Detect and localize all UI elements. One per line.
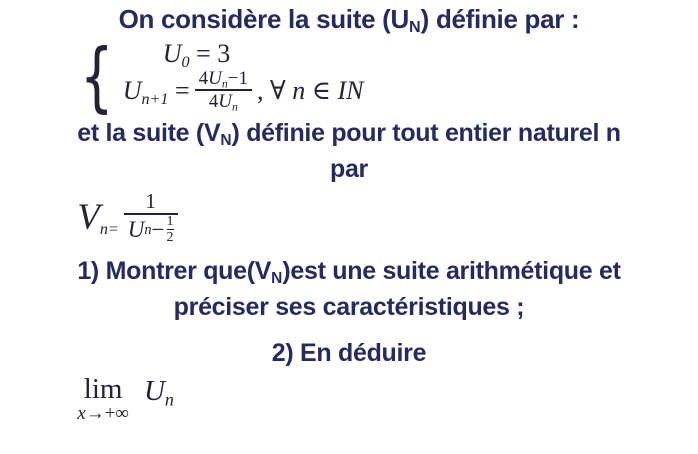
equals-sign: = (189, 39, 218, 68)
v-fraction-denominator: U n − $\frac{1}{2}$ (124, 213, 178, 245)
u-sub-n: n (231, 100, 238, 114)
fraction-numerator (195, 68, 252, 89)
element-of-symbol: ∈ (305, 75, 338, 105)
v-fraction (124, 189, 178, 245)
lim-word: lim (83, 373, 123, 405)
u-var: U (162, 39, 182, 68)
title-subscript: N (409, 18, 421, 37)
coefficient: 4 (208, 91, 219, 112)
one-half-fraction (167, 215, 174, 245)
v-lhs (77, 196, 119, 238)
comma: , (256, 75, 270, 105)
left-brace: { (80, 31, 114, 121)
v-fraction-numerator: 1 (145, 189, 156, 213)
v-subscript-equals: n= (99, 220, 119, 238)
forall-symbol: ∀ (269, 75, 293, 105)
u-var: U (143, 375, 165, 407)
exercise-page (77, 0, 620, 424)
natural-numbers-set: IN (337, 75, 364, 105)
limit-expression (77, 374, 620, 424)
limit-operand (144, 374, 174, 408)
system-equations (123, 40, 364, 113)
u-sub-n-plus-1: n+1 (141, 90, 169, 108)
u-var: U (218, 91, 232, 112)
recurrence-system (77, 31, 620, 121)
n-var: n (292, 75, 306, 105)
lim-stack (77, 374, 129, 424)
arrow-plus-infinity: →+∞ (85, 403, 129, 424)
fraction-denominator (195, 89, 252, 113)
recurrence-fraction (195, 68, 252, 113)
u-sub-n: n (221, 77, 228, 91)
question-1-line2: préciser ses caractéristiques ; (173, 293, 525, 321)
u-var: U (122, 75, 142, 105)
question-1-line1 (77, 253, 620, 289)
initial-value: 3 (217, 39, 231, 68)
intro-subscript: N (220, 131, 232, 149)
intro-text-pre: et la suite (V (77, 119, 221, 147)
equals-sign: = (174, 75, 190, 105)
recurrence-lhs (123, 76, 190, 106)
coefficient: 4 (198, 68, 209, 89)
v-definition-formula (77, 189, 620, 245)
q1-subscript: N (271, 269, 283, 287)
intro-text-post: ) définie pour tout entier naturel n (231, 119, 621, 147)
minus-sign: − (151, 217, 165, 242)
minus-one: −1 (227, 68, 248, 89)
v-sequence-intro-line1 (77, 115, 620, 151)
half-denominator: 2 (166, 230, 174, 245)
recurrence-condition (257, 76, 363, 106)
title-text-post: ) définie par : (420, 4, 580, 34)
x-var: x (77, 403, 86, 424)
u-sub-n: n (164, 389, 174, 410)
lim-under-condition (77, 404, 129, 424)
half-numerator: 1 (166, 214, 174, 229)
q1-text-pre: 1) Montrer que(V (77, 257, 272, 285)
u-var: U (208, 68, 222, 89)
recurrence-equation (123, 68, 364, 113)
q1-text-post: )est une suite arithmétique et (282, 257, 621, 285)
title-text-pre: On considère la suite (U (118, 4, 410, 34)
u-var: U (127, 217, 145, 242)
initial-term-equation (123, 39, 364, 71)
u-sub-zero: 0 (181, 53, 190, 71)
exercise-title (77, 1, 620, 37)
v-sequence-intro-line2: par (329, 155, 368, 183)
v-var: V (77, 196, 100, 238)
question-2-label: 2) En déduire (271, 339, 427, 367)
